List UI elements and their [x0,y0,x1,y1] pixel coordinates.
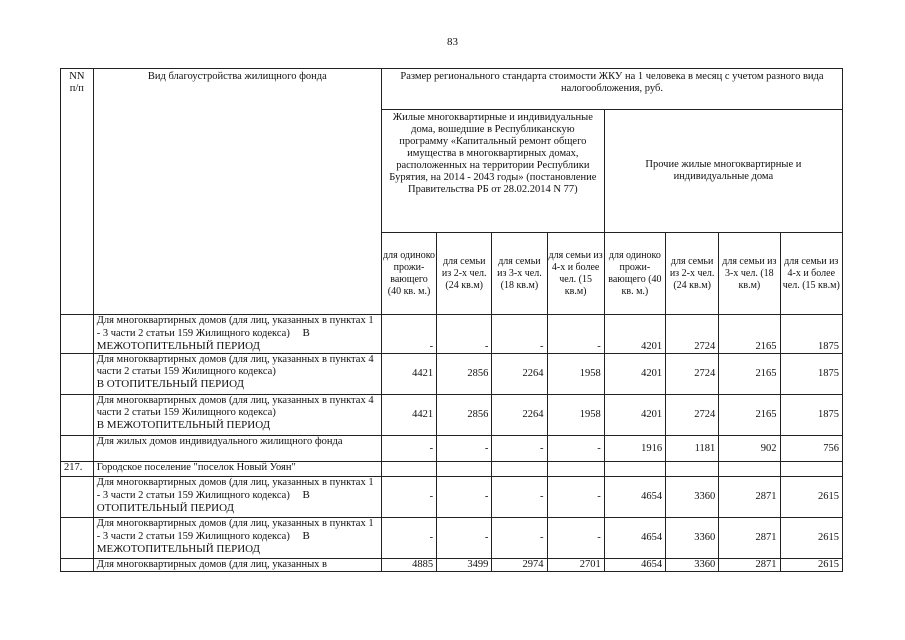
cell-value: 2615 [780,559,842,572]
settlement-name: Городское поселение "поселок Новый Уоян" [93,462,381,477]
cell-value: 4201 [604,315,665,354]
cell-value: 2615 [780,518,842,559]
cell-value: 2724 [666,354,719,395]
header-nn: NN п/п [61,69,94,315]
cell-value: 1875 [780,354,842,395]
cell-value: 2264 [492,354,547,395]
subheader-b2: для семьи из 2-х чел. (24 кв.м) [666,233,719,315]
row-period: В МЕЖОТОПИТЕЛЬНЫЙ ПЕРИОД [96,530,310,555]
subheader-b3: для семьи из 3-х чел. (18 кв.м) [719,233,780,315]
cell-value: - [437,477,492,518]
cell-value: 2165 [719,354,780,395]
row-nn [61,559,94,572]
row-description [93,559,381,572]
cell-value: 1875 [780,395,842,436]
row-text: Для многоквартирных домов (для лиц, указанных в пунктах 4 части 2 статьи 159 Жилищного кодекса) [96,354,374,377]
row-text: Для многоквартирных домов (для лиц, указанных в пунктах 1 - 3 части 2 статьи 159 Жилищного кодекса) [96,518,374,542]
row-text: Для многоквартирных домов (для лиц, указанных в [96,559,327,570]
row-nn [61,315,94,354]
cell-value: 1916 [604,436,665,462]
cell-value: 902 [719,436,780,462]
cell-value: - [492,436,547,462]
page-number: 83 [447,36,458,48]
row-period: В ОТОПИТЕЛЬНЫЙ ПЕРИОД [96,489,310,514]
table-row [61,315,843,354]
subheader-a4: для семьи из 4-х и более чел. (15 кв.м) [547,233,604,315]
row-nn [61,436,94,462]
cell-value: - [381,477,436,518]
cell-value: 3360 [666,477,719,518]
table-row [61,462,843,477]
cell-value: 2974 [492,559,547,572]
cell-value: 2615 [780,477,842,518]
row-nn [61,477,94,518]
header-type: Вид благоустройства жилищного фонда [93,69,381,315]
row-nn [61,395,94,436]
cell-value: 4201 [604,354,665,395]
table-row [61,477,843,518]
row-nn [61,354,94,395]
subheader-b4: для семьи из 4-х и более чел. (15 кв.м) [780,233,842,315]
cell-value: 3360 [666,559,719,572]
table-row [61,354,843,395]
row-nn: 217. [61,462,94,477]
cell-value: 1181 [666,436,719,462]
table-row [61,559,843,572]
cell-value: - [547,436,604,462]
row-period: В МЕЖОТОПИТЕЛЬНЫЙ ПЕРИОД [96,419,271,431]
cell-value: 2165 [719,395,780,436]
cell-value: 1875 [780,315,842,354]
table-row [61,436,843,462]
row-description [93,436,381,462]
cell-value: - [381,315,436,354]
cell-value: - [492,518,547,559]
cell-value: - [381,436,436,462]
cell-value: 4654 [604,477,665,518]
cell-value: - [547,518,604,559]
cell-value: 3499 [437,559,492,572]
cell-value: 4421 [381,354,436,395]
row-description [93,354,381,395]
cell-value: 3360 [666,518,719,559]
row-description [93,477,381,518]
row-text: Для многоквартирных домов (для лиц, указанных в пунктах 4 части 2 статьи 159 Жилищного кодекса) [96,395,374,418]
cell-value: 1958 [547,395,604,436]
subheader-a3: для семьи из 3-х чел. (18 кв.м) [492,233,547,315]
subheader-a2: для семьи из 2-х чел. (24 кв.м) [437,233,492,315]
row-description [93,315,381,354]
row-nn [61,518,94,559]
row-period: В МЕЖОТОПИТЕЛЬНЫЙ ПЕРИОД [96,327,310,352]
row-description [93,395,381,436]
header-group-other: Прочие жилые многоквартирные и индивидуальные дома [604,110,842,233]
row-description [93,518,381,559]
cell-value: - [547,315,604,354]
subheader-b1: для одиноко прожи- вающего (40 кв. м.) [604,233,665,315]
cell-value: - [547,477,604,518]
header-size: Размер регионального стандарта стоимости ЖКУ на 1 человека в месяц с учетом разного вида налогообложения, руб. [381,69,842,110]
row-text: Для многоквартирных домов (для лиц, указанных в пунктах 1 - 3 части 2 статьи 159 Жилищного кодекса) [96,315,374,339]
cell-value: - [437,315,492,354]
cell-value: 2856 [437,395,492,436]
cell-value: 2701 [547,559,604,572]
cell-value: - [437,518,492,559]
cell-value: 756 [780,436,842,462]
subheader-a1: для одиноко прожи- вающего (40 кв. м.) [381,233,436,315]
cell-value: 2871 [719,477,780,518]
header-group-capital-repair: Жилые многоквартирные и индивидуальные дома, вошедшие в Республиканскую программу «Капитальный ремонт общего имущества в многоквартирных домах, расположенных на территории Республики Бурятия, на 2014 - 2043 годы» (постановление Правительства РБ от 28.02.2014 N 77) [381,110,604,233]
cell-value: 4421 [381,395,436,436]
cell-value: - [492,477,547,518]
table-row [61,518,843,559]
cell-value: 2871 [719,518,780,559]
cell-value: 2724 [666,315,719,354]
cell-value: - [437,436,492,462]
cell-value: - [492,315,547,354]
cell-value: 2165 [719,315,780,354]
cell-value: 1958 [547,354,604,395]
cell-value: 2724 [666,395,719,436]
cell-value: 4654 [604,518,665,559]
tariff-table [60,68,843,572]
row-text: Для жилых домов индивидуального жилищного фонда [96,436,343,447]
row-text: Для многоквартирных домов (для лиц, указанных в пунктах 1 - 3 части 2 статьи 159 Жилищного кодекса) [96,477,374,501]
cell-value: 2856 [437,354,492,395]
row-period: В ОТОПИТЕЛЬНЫЙ ПЕРИОД [96,378,245,390]
table-row [61,395,843,436]
cell-value: - [381,518,436,559]
cell-value: 4654 [604,559,665,572]
cell-value: 2871 [719,559,780,572]
cell-value: 4201 [604,395,665,436]
cell-value: 4885 [381,559,436,572]
cell-value: 2264 [492,395,547,436]
